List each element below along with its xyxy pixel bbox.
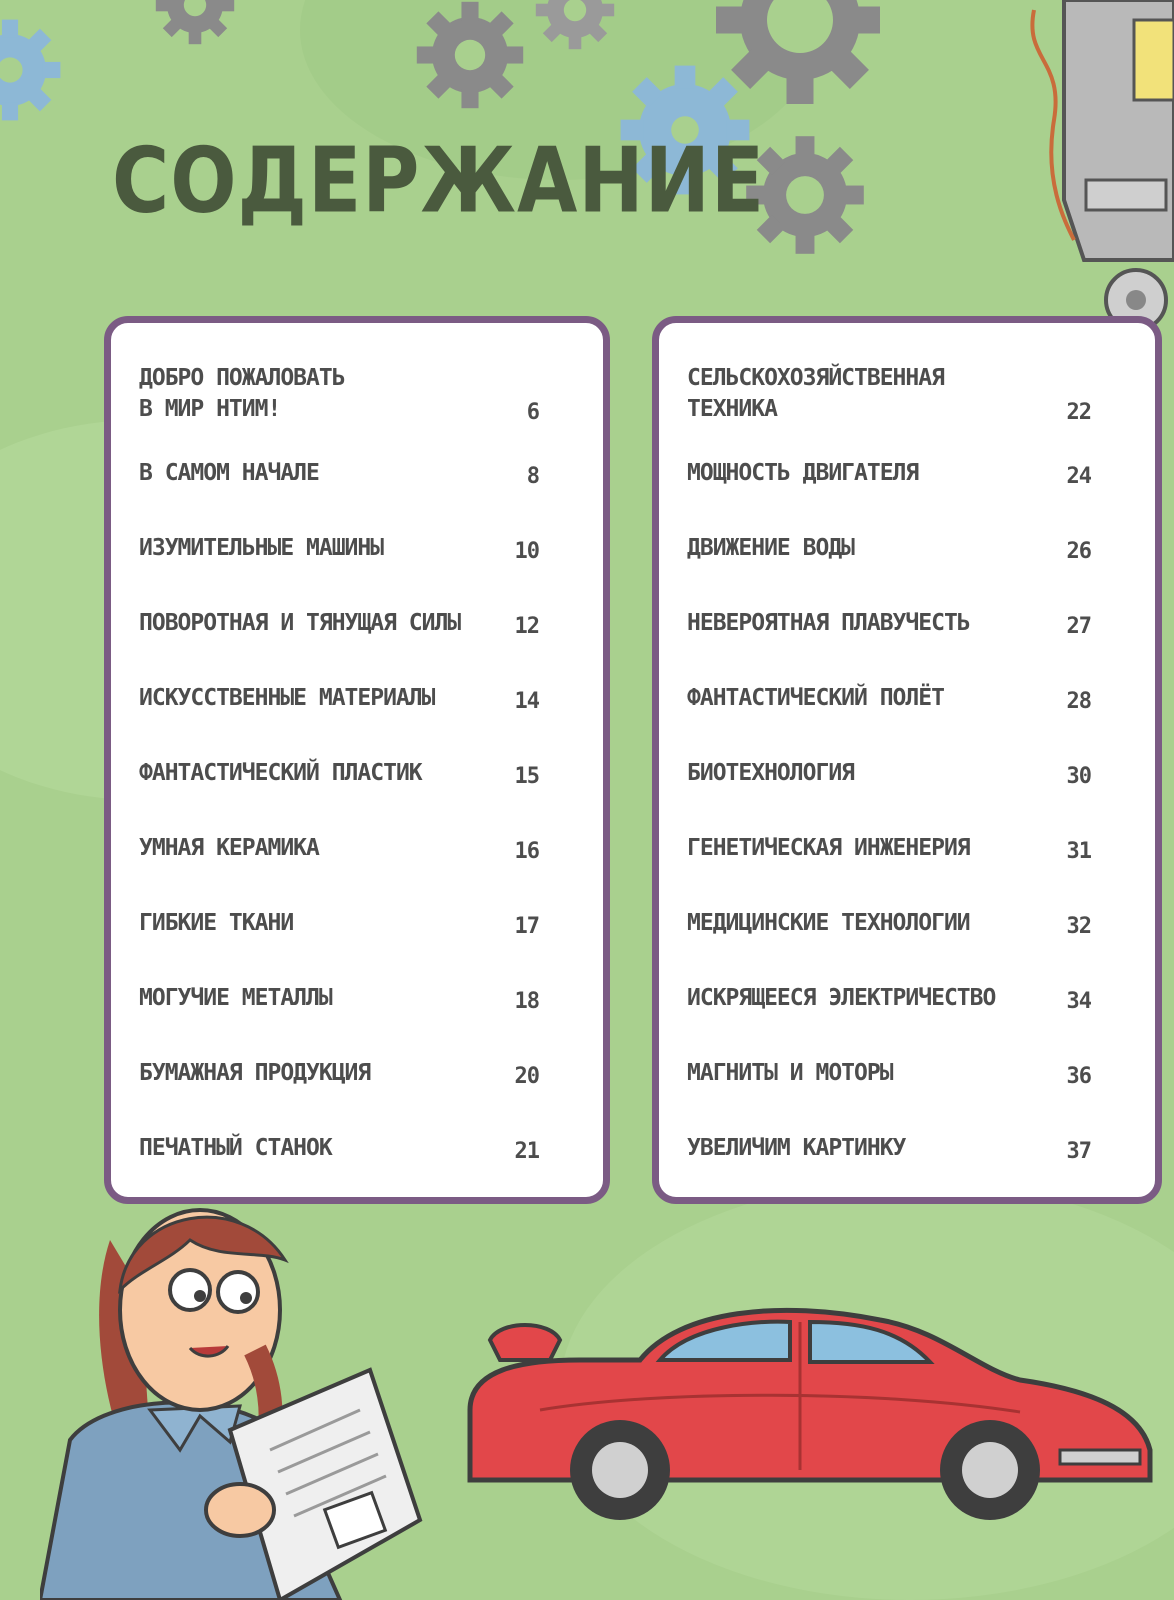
- toc-item-title: ГИБКИЕ ТКАНИ: [139, 910, 294, 936]
- toc-item-page: 22: [1066, 400, 1091, 425]
- girl-reading-illustration: [40, 1180, 500, 1600]
- toc-item[interactable]: [687, 363, 1091, 425]
- toc-item[interactable]: [687, 1133, 1091, 1164]
- toc-item[interactable]: [139, 833, 539, 864]
- toc-item-page: 37: [1066, 1139, 1091, 1164]
- toc-item-title: ДОБРО ПОЖАЛОВАТЬ В МИР НТИМ!: [139, 365, 345, 422]
- toc-item[interactable]: [687, 458, 1091, 489]
- toc-item-title: БУМАЖНАЯ ПРОДУКЦИЯ: [139, 1060, 371, 1086]
- toc-item-page: 8: [526, 464, 539, 489]
- toc-item-page: 26: [1066, 539, 1091, 564]
- toc-item[interactable]: [687, 983, 1091, 1014]
- toc-item[interactable]: [139, 1133, 539, 1164]
- toc-panel-left: [104, 316, 610, 1204]
- toc-item[interactable]: [139, 983, 539, 1014]
- toc-item-page: 16: [514, 839, 539, 864]
- toc-item-page: 24: [1066, 464, 1091, 489]
- toc-item-page: 15: [514, 764, 539, 789]
- toc-item-page: 34: [1066, 989, 1091, 1014]
- toc-item-page: 31: [1066, 839, 1091, 864]
- toc-item-page: 17: [514, 914, 539, 939]
- toc-item[interactable]: [687, 908, 1091, 939]
- toc-item-title: ФАНТАСТИЧЕСКИЙ ПЛАСТИК: [139, 760, 422, 786]
- red-car-illustration: [460, 1300, 1160, 1520]
- toc-item-page: 10: [514, 539, 539, 564]
- toc-item-page: 20: [514, 1064, 539, 1089]
- toc-item[interactable]: [139, 458, 539, 489]
- toc-item-title: УВЕЛИЧИМ КАРТИНКУ: [687, 1135, 906, 1161]
- toc-item-page: 27: [1066, 614, 1091, 639]
- page-title: СОДЕРЖАНИЕ: [112, 130, 766, 234]
- toc-item-page: 28: [1066, 689, 1091, 714]
- toc-item-title: ПОВОРОТНАЯ И ТЯНУЩАЯ СИЛЫ: [139, 610, 461, 636]
- toc-item[interactable]: [687, 683, 1091, 714]
- toc-item-title: ИСКУССТВЕННЫЕ МАТЕРИАЛЫ: [139, 685, 435, 711]
- toc-item-page: 12: [514, 614, 539, 639]
- toc-item-title: МАГНИТЫ И МОТОРЫ: [687, 1060, 893, 1086]
- toc-item-title: УМНАЯ КЕРАМИКА: [139, 835, 319, 861]
- toc-item[interactable]: [139, 908, 539, 939]
- toc-item[interactable]: [687, 533, 1091, 564]
- gear-icon: [0, 20, 60, 121]
- gear-icon: [417, 2, 523, 108]
- gear-icon: [536, 0, 614, 49]
- toc-item-page: 32: [1066, 914, 1091, 939]
- toc-item[interactable]: [139, 363, 539, 425]
- toc-item-title: СЕЛЬСКОХОЗЯЙСТВЕННАЯ ТЕХНИКА: [687, 365, 944, 422]
- gear-icon: [156, 0, 234, 44]
- toc-item-title: ПЕЧАТНЫЙ СТАНОК: [139, 1135, 332, 1161]
- toc-item[interactable]: [687, 1058, 1091, 1089]
- toc-item-title: МОЩНОСТЬ ДВИГАТЕЛЯ: [687, 460, 919, 486]
- toc-item-title: БИОТЕХНОЛОГИЯ: [687, 760, 855, 786]
- toc-item-page: 30: [1066, 764, 1091, 789]
- toc-item-page: 6: [526, 400, 539, 425]
- toc-item-title: МОГУЧИЕ МЕТАЛЛЫ: [139, 985, 332, 1011]
- toc-item[interactable]: [139, 533, 539, 564]
- toc-item-page: 14: [514, 689, 539, 714]
- toc-item-title: ИЗУМИТЕЛЬНЫЕ МАШИНЫ: [139, 535, 384, 561]
- toc-item-page: 36: [1066, 1064, 1091, 1089]
- gear-icon: [716, 0, 880, 104]
- toc-item-title: ИСКРЯЩЕЕСЯ ЭЛЕКТРИЧЕСТВО: [687, 985, 996, 1011]
- toc-item-title: ФАНТАСТИЧЕСКИЙ ПОЛЁТ: [687, 685, 944, 711]
- toc-item-title: В САМОМ НАЧАЛЕ: [139, 460, 319, 486]
- toc-item-title: ГЕНЕТИЧЕСКАЯ ИНЖЕНЕРИЯ: [687, 835, 970, 861]
- toc-panel-right: [652, 316, 1162, 1204]
- toc-item[interactable]: [139, 683, 539, 714]
- toc-item-page: 18: [514, 989, 539, 1014]
- toc-item[interactable]: [139, 758, 539, 789]
- toc-item-title: МЕДИЦИНСКИЕ ТЕХНОЛОГИИ: [687, 910, 970, 936]
- toc-item[interactable]: [687, 833, 1091, 864]
- toc-item[interactable]: [139, 608, 539, 639]
- toc-item[interactable]: [687, 758, 1091, 789]
- toc-item[interactable]: [687, 608, 1091, 639]
- toc-item[interactable]: [139, 1058, 539, 1089]
- toc-item-page: 21: [514, 1139, 539, 1164]
- toc-item-title: ДВИЖЕНИЕ ВОДЫ: [687, 535, 855, 561]
- toc-item-title: НЕВЕРОЯТНАЯ ПЛАВУЧЕСТЬ: [687, 610, 970, 636]
